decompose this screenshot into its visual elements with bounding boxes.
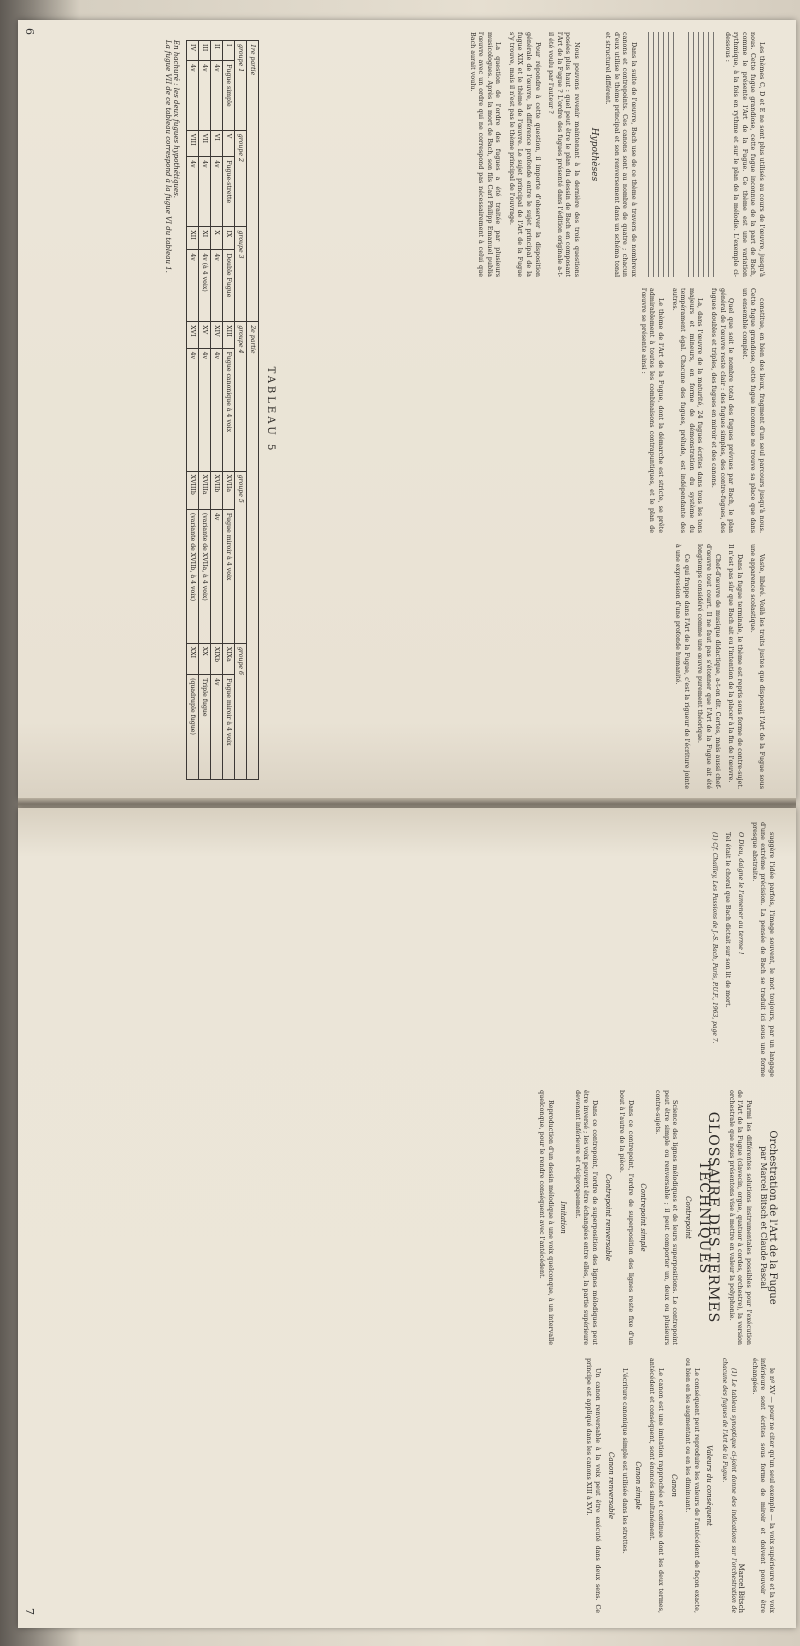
table-header: groupe 3 <box>235 227 247 322</box>
table-cell: XII <box>187 227 199 250</box>
paragraph: le nº XV — pour ne citer qu'un seul exemple — la voix supérieure et la voix inférieure sont écrites sous forme de miroir et doivent pouvoir être échangées. <box>750 1358 776 1613</box>
table-cell: V <box>223 130 235 156</box>
paragraph: Dans la fugue terminale, le thème est repris sous forme de contre-sujet. Il n'est pas sûr que Bach ait eu l'intention de la placer à la fin de l'œuvre. <box>727 544 744 789</box>
table-cell: 4v <box>187 61 199 131</box>
table-cell: 4v <box>199 348 211 471</box>
table-cell: 4v <box>211 509 223 643</box>
paragraph: L'écriture canonique simple est utilisée dans les strettes. <box>621 1368 630 1554</box>
table-cell: III <box>199 41 211 61</box>
paragraph: O Dieu, daigne le l'amener au terme ! <box>737 832 746 955</box>
table-row <box>199 41 211 780</box>
table-cell: XXI <box>187 643 199 674</box>
table-cell: VII <box>199 130 211 156</box>
section-heading: Hypothèses <box>588 127 599 182</box>
table-cell: X <box>211 227 223 250</box>
author-signature: Marcel Bitsch <box>737 1563 746 1613</box>
table-cell: 4v <box>211 250 223 322</box>
section-heading: Canon renversable <box>606 1451 615 1520</box>
table-row <box>223 41 235 780</box>
table-cell: IX <box>223 227 235 250</box>
section-heading: Contrepoint renversable <box>603 1174 612 1261</box>
table-header: groupe 1 <box>235 41 247 131</box>
section-heading: Valeurs du conséquent <box>705 1445 714 1526</box>
table-header: groupe 5 <box>235 471 247 643</box>
section-heading: Imitation <box>559 1201 568 1234</box>
music-staff <box>684 32 718 277</box>
paragraph: Dans la suite de l'œuvre, Bach use de ce thème à travers de nombreux canons et contrepoints. Ces canons sont au nombre de quatre ; chacun d'eux utilise le thème principal et son renversement dans un schéma tonal et structurel différent. <box>604 32 639 277</box>
paragraph: Ce qui frappe dans l'Art de la Fugue, c'est la rigueur de l'écriture jointe à une expression d'une profonde humanité. <box>674 544 691 789</box>
table-cell: XI <box>199 227 211 250</box>
table-header: 1re partie <box>247 41 259 322</box>
footnote: (1) Cf. Chailley, Les Passions de J.-S. Bach, Paris, P.U.F., 1963, page 7. <box>711 832 719 1044</box>
table-cell: IV <box>187 41 199 61</box>
paragraph: Le conséquent peut reproduire les valeurs de l'antécédent de façon exacte, ou bien en les augmentant ou en les diminuant. <box>684 1358 701 1613</box>
paragraph: Dans ce contrepoint, l'ordre de superposition des lignes reste fixe d'un bout à l'autre de la pièce. <box>618 1090 635 1345</box>
tableau-caption: En hachuré : les deux fugues hypothétiques. <box>172 40 180 198</box>
table-cell: VIII <box>187 130 199 156</box>
orchestration-title: Orchestration de l'Art de la Fugue <box>767 1130 778 1305</box>
section-heading: Canon simple <box>633 1461 642 1510</box>
table-header: 2e partie <box>247 322 259 780</box>
section-heading: Contrepoint <box>683 1196 692 1239</box>
paragraph: Reproduction d'un dessin mélodique à une voix quelconque, à un intervalle quelconque, pour le rendre conséquent avec l'antécédent. <box>538 1090 555 1345</box>
table-cell: VI <box>211 130 223 156</box>
tableau-5 <box>164 40 276 780</box>
table-cell: II <box>211 41 223 61</box>
fugue-table <box>186 40 259 780</box>
table-cell: 4v <box>211 61 223 131</box>
table-header: groupe 4 <box>235 322 247 471</box>
table-header: groupe 2 <box>235 130 247 227</box>
table-cell: (quadruple fugue) <box>187 675 199 780</box>
section-heading: Contrepoint simple <box>639 1183 648 1252</box>
table-cell: XIXb <box>211 643 223 674</box>
paragraph: Dans ce contrepoint, l'ordre de superposition des lignes mélodiques peut être inversé ; les voix peuvent être échangées entre elles, la partie supérieure devenant inférieure et réciproquement. <box>573 1090 600 1345</box>
table-cell: XV <box>199 322 211 348</box>
paragraph: Pour répondre à cette question, il importe d'observer la disposition générale de l'œuvre, la différence profonde entre le sujet principal de la fugue XIX et le thème de l'œuvre. Le sujet principal de l'Art de la Fugue s'y trouve, mais il n'est pas le thème principal de l'ouvrage. <box>507 32 542 277</box>
orchestration-authors: par Marcel Bitsch et Claude Pascal <box>759 1146 769 1289</box>
paragraph: Quel que soit le nombre total des fugues prévues par Bach, le plan général de l'œuvre reste clair : des fugues simples, des contre-fugues, des fugues doubles et triples, des fugues en miroir et des canons. <box>710 288 736 533</box>
right-column-1 <box>704 822 776 1077</box>
right-page <box>18 808 796 1628</box>
paragraph: Un canon renversable à la voix peut être exécuté dans deux sens. Ce principe est appliqué dans les canons XIII à XVI. <box>585 1358 603 1613</box>
table-cell: 4v <box>211 675 223 780</box>
table-cell: (variante de XVIIb, à 4 voix) <box>187 509 199 643</box>
right-column-3 <box>580 1358 776 1613</box>
left-column-2 <box>634 288 766 533</box>
table-cell: XIXa <box>223 643 235 674</box>
paragraph: La question de l'ordre des fugues a été traitée par plusieurs musicologues. Après la mort de Bach, son fils Carl Philipp Emanuel publia l'œuvre avec un ordre qui ne correspond pas nécessairement à celui que Bach aurait voulu. <box>468 32 503 277</box>
table-cell: 4v <box>211 348 223 471</box>
section-heading: Canon <box>669 1474 678 1497</box>
table-cell: XX <box>199 643 211 674</box>
intro-text: Les thèmes C, D et E ne sont plus utilisés au cours de l'œuvre, jusqu'à nous. Cette fugue grandiose, cette fugue inconnue de la part de Bach, comme le présente l'Art de la Fugue. Ce thème est une variation rythmique, à la fois en rythme et sur le plan de la mélodie. L'exemple ci-dessous : <box>723 32 766 277</box>
page-number: 7 <box>23 1608 36 1615</box>
right-page-content <box>18 808 796 1628</box>
left-column-3 <box>669 544 766 789</box>
table-cell: XIV <box>211 322 223 348</box>
table-cell: 4v (à 4 voix) <box>199 250 211 322</box>
paragraph: Vaste, libéré. Voilà les traits justes que disposait l'Art de la Fugue sous une apparence scolastique. <box>749 544 766 789</box>
table-cell: 4v <box>187 250 199 322</box>
paragraph: constitue, en bien des lieux, fragment d'un seul parcours jusqu'à nous. Cette fugue grandiose, cette fugue inconnue ne trouve sa place que dans un ensemble complet. <box>740 288 766 533</box>
table-cell: Fugue miroir à 4 voix <box>223 509 235 643</box>
table-cell: 4v <box>199 157 211 227</box>
paragraph: Nous pouvons revenir maintenant à la dernière des trois questions posées plus haut : quel peut être le plan du dessin de Bach en composant l'Art de la Fugue ? L'ordre des fugues présenté dans l'édition originale a-t-il été voulu par l'auteur ? <box>547 32 582 277</box>
paragraph: Le thème de l'Art de la Fugue, dont la démarche est stricte, se prête admirablement à toutes les combinaisons contrapuntiques, et le plan de l'œuvre se présente ainsi : <box>639 288 666 533</box>
tableau-caption: La fugue VII de ce tableau correspond à la fugue VI du tableau 1. <box>164 40 172 273</box>
paragraph: suggère l'idée parfois, l'image souvent, le mot toujours, par un langage d'une extrême précision. La pensée de Bach se traduit ici sous une forme presque abstraite. <box>750 822 776 1077</box>
left-column-1 <box>463 32 766 277</box>
table-cell: XVIIIa <box>199 471 211 509</box>
table-cell: XVIIIb <box>187 471 199 509</box>
table-row <box>211 41 223 780</box>
table-cell: Fugue simple <box>223 61 235 131</box>
paragraph: Science des lignes mélodiques et de leurs superpositions. Le contrepoint peut être simple ou renversable ; il peut comporter un, deux ou plusieurs contre-sujets. <box>654 1090 680 1345</box>
table-cell: Fugue miroir à 4 voix <box>223 675 235 780</box>
left-page-content <box>18 20 796 800</box>
table-cell: 4v <box>199 61 211 131</box>
tableau-title: TABLEAU 5 <box>265 366 276 454</box>
table-cell: 4v <box>211 157 223 227</box>
glossary-title: GLOSSAIRE DES TERMES TECHNIQUES <box>696 1111 722 1324</box>
paragraph: Parmi les différentes solutions instrumentales possibles pour l'exécution de l'Art de la Fugue (clavecin, orgue, quatuor à cordes, orchestre), la version orchestrale que nous présentons vise à mettre en valeur la polyphonie. <box>727 1090 753 1345</box>
table-cell: XVI <box>187 322 199 348</box>
right-column-2 <box>533 1090 776 1345</box>
table-cell: (variante de XVIIa, à 4 voix) <box>199 509 211 643</box>
paragraph: La, dans l'œuvre de la maturité, 24 fugues écrites dans tous les tons majeurs et mineurs, en forme de démonstration du système du tempérament égal. Chacune des fugues, prélude, est indépendante des autres. <box>670 288 705 533</box>
table-cell: XVIIb <box>211 471 223 509</box>
music-staff <box>644 32 678 277</box>
table-row <box>187 41 199 780</box>
table-cell: 4v <box>187 157 199 227</box>
paragraph: Tel était le choral que Bach dictait sur son lit de mort. <box>723 832 732 1008</box>
page-number: 6 <box>23 28 36 35</box>
left-page <box>18 20 796 800</box>
table-cell: XIII <box>223 322 235 348</box>
footnote: (1) Le tableau synoptique ci-joint donne des indications sur l'orchestration de chacune des fugues de l'Art de la Fugue. <box>721 1358 737 1613</box>
paragraph: Le canon est une imitation rapprochée et continue dont les deux termes, antécédent et conséquent, sont énoncés simultanément. <box>648 1358 666 1613</box>
table-cell: Fugue canonique à 4 voix <box>223 348 235 471</box>
table-cell: I <box>223 41 235 61</box>
table-cell: Double Fugue <box>223 250 235 322</box>
table-cell: 4v <box>187 348 199 471</box>
table-cell: Triple fugue <box>199 675 211 780</box>
table-header: groupe 6 <box>235 643 247 779</box>
table-cell: Fugue-strette <box>223 157 235 227</box>
table-cell: XVIIa <box>223 471 235 509</box>
paragraph: Chef-d'œuvre de musique didactique, a-t-on dit. Certes, mais aussi chef-d'œuvre tout court. Il ne faut pas s'étonner que l'Art de la Fugue ait été longtemps considéré comme une œuvre purement théorique. <box>696 544 722 789</box>
